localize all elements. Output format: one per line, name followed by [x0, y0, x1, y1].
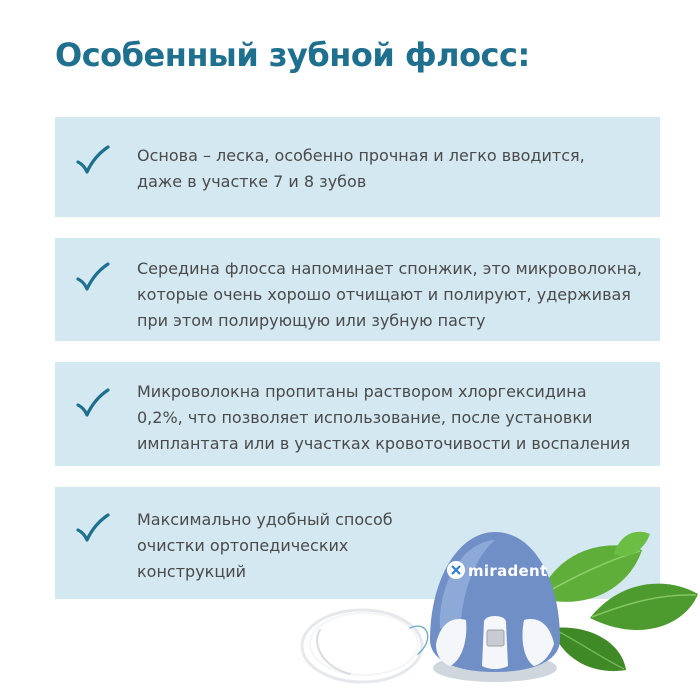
floss-strand	[302, 610, 428, 682]
product-image	[290, 520, 700, 700]
checkmark-icon	[75, 143, 111, 179]
floss-dispenser	[430, 532, 560, 682]
checkmark-icon	[75, 386, 111, 422]
brand-logo-text: miradent	[468, 562, 548, 580]
feature-text-line: имплантата или в участках кровоточивости и воспаления	[137, 434, 631, 453]
feature-text-line: Микроволокна пропитаны раствором хлоргексидина	[137, 382, 587, 401]
feature-text-line: очистки ортопедических	[137, 536, 349, 555]
checkmark-icon	[75, 260, 111, 296]
feature-text-line: Основа – леска, особенно прочная и легко вводится,	[137, 146, 585, 165]
feature-text	[137, 379, 646, 457]
feature-card	[55, 238, 660, 341]
feature-text	[137, 143, 646, 195]
feature-text-line: даже в участке 7 и 8 зубов	[137, 172, 367, 191]
feature-text-line: конструкций	[137, 562, 247, 581]
page-title: Особенный зубной флосс:	[55, 36, 530, 74]
feature-text-line: которые очень хорошо отчищают и полируют, удерживая	[137, 285, 631, 304]
feature-text-line: Максимально удобный способ	[137, 510, 393, 529]
feature-card	[55, 117, 660, 217]
feature-text	[137, 256, 646, 334]
feature-card	[55, 362, 660, 466]
feature-text-line: Середина флосса напоминает спонжик, это микроволокна,	[137, 259, 642, 278]
mint-leaves	[538, 532, 698, 671]
feature-text-line: при этом полирующую или зубную пасту	[137, 311, 486, 330]
feature-text-line: 0,2%, что позволяет использование, после установки	[137, 408, 593, 427]
checkmark-icon	[75, 511, 111, 547]
